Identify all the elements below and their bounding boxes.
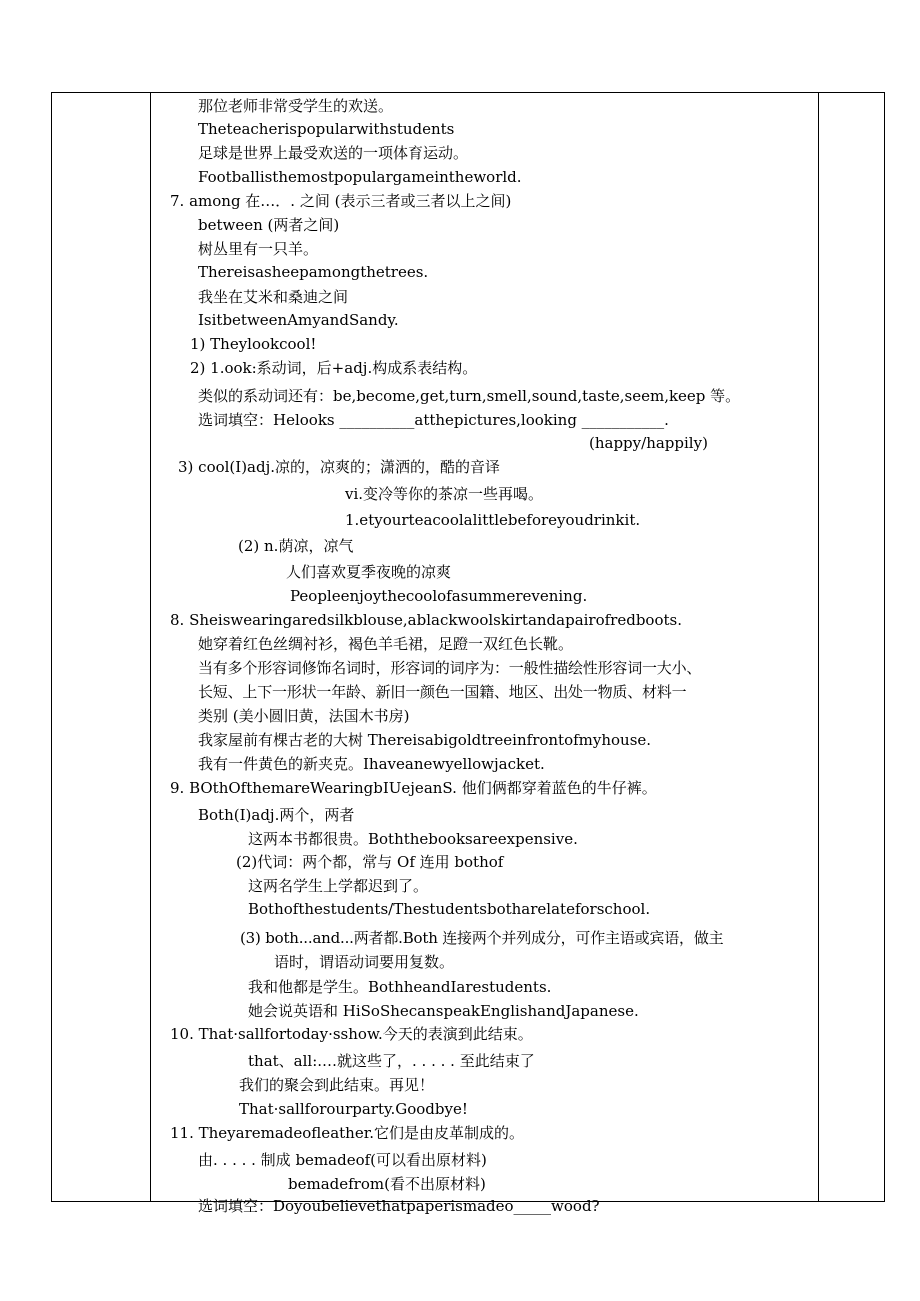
text-line: vi.变冷等你的茶凉一些再喝。: [345, 485, 544, 503]
text-line: (3) both...and...两者都.Both 连接两个并列成分，可作主语或宾语，做主: [240, 929, 724, 947]
text-line: 我有一件黄色的新夹克。Ihaveanewyellowjacket.: [198, 755, 545, 773]
text-line: 足球是世界上最受欢送的一项体育运动。: [198, 144, 469, 162]
notes-cell: [52, 93, 884, 1215]
text-line: 树丛里有一只羊。: [198, 240, 319, 258]
text-line: 11. Theyaremadeofleather.它们是由皮革制成的。: [170, 1124, 524, 1142]
text-line: 我和他都是学生。BothheandIarestudents.: [248, 978, 552, 996]
text-line: Footballisthemostpopulargameintheworld.: [198, 168, 522, 186]
text-line: 这两本书都很贵。Boththebooksareexpensive.: [248, 830, 578, 848]
text-line: (2)代词：两个都，常与 Of 连用 bothof: [236, 853, 504, 871]
text-line: 当有多个形容词修饰名词时，形容词的词序为：一般性描绘性形容词一大小、: [198, 659, 702, 677]
text-line: IsitbetweenAmyandSandy.: [198, 311, 399, 329]
text-line: 长短、上下一形状一年龄、新旧一颜色一国籍、地区、出处一物质、材料一: [198, 683, 687, 701]
text-line: 这两名学生上学都迟到了。: [248, 877, 429, 895]
text-line: 选词填空：Doyoubelievethatpaperismadeo_____wood?: [198, 1197, 600, 1215]
text-line: bemadefrom(看不出原材料): [288, 1175, 486, 1193]
text-line: 类别 (美小圆旧黄，法国木书房): [198, 707, 410, 725]
text-line: 语时，谓语动词要用复数。: [274, 953, 455, 971]
text-line: (2) n.荫凉，凉气: [238, 537, 354, 555]
text-line: 人们喜欢夏季夜晚的凉爽: [286, 563, 452, 581]
text-line: Peopleenjoythecoolofasummerevening.: [290, 587, 588, 605]
text-line: 10. That·sallfortoday·sshow.今天的表演到此结束。: [170, 1025, 533, 1043]
text-line: between (两者之间): [198, 216, 340, 234]
text-line: 类似的系动词还有：be,become,get,turn,smell,sound,taste,seem,keep 等。: [198, 387, 741, 405]
text-line: that、all:.…就这些了，. . . . . 至此结束了: [248, 1052, 535, 1070]
text-line: Both(I)adj.两个，两者: [198, 806, 355, 824]
text-line: 我坐在艾米和桑迪之间: [198, 288, 349, 306]
text-line: 3) cool(I)adj.凉的，凉爽的；潇洒的，酷的音译: [178, 458, 501, 476]
lesson-table: [51, 92, 885, 1215]
text-line: Bothofthestudents/Thestudentsbotharelateforschool.: [248, 900, 651, 918]
text-line: 1) Theylookcool!: [190, 335, 317, 353]
text-line: Theteacherispopularwithstudents: [198, 120, 455, 138]
text-line: 8. Sheiswearingaredsilkblouse,ablackwoolskirtandapairofredboots.: [170, 611, 682, 629]
text-line: 2) 1.ook:系动词，后+adj.构成系表结构。: [190, 359, 478, 377]
text-line: 我们的聚会到此结束。再见！: [239, 1076, 435, 1094]
text-line: 那位老师非常受学生的欢送。: [198, 97, 394, 115]
text-line: 选词填空：Helooks __________atthepictures,looking ___________.: [198, 411, 669, 429]
text-line: 1.etyourteacoolalittlebeforeyoudrinkit.: [345, 511, 641, 529]
text-line: (happy/happily): [589, 434, 708, 452]
text-line: That·sallforourparty.Goodbye!: [239, 1100, 468, 1118]
text-line: 9. BOthOfthemareWearingbIUejeanS. 他们俩都穿着蓝色的牛仔裤。: [170, 779, 657, 797]
text-line: 由. . . . . 制成 bemadeof(可以看出原材料): [198, 1151, 487, 1169]
text-line: 她会说英语和 HiSoShecanspeakEnglishandJapanese.: [248, 1002, 639, 1020]
text-line: Thereisasheepamongthetrees.: [198, 263, 429, 281]
text-line: 7. among 在…．. 之间 (表示三者或三者以上之间): [170, 192, 512, 210]
text-line: 她穿着红色丝绸衬衫，褐色羊毛裙，足蹬一双红色长靴。: [198, 635, 574, 653]
text-line: 我家屋前有棵古老的大树 Thereisabigoldtreeinfrontofmyhouse.: [198, 731, 652, 749]
